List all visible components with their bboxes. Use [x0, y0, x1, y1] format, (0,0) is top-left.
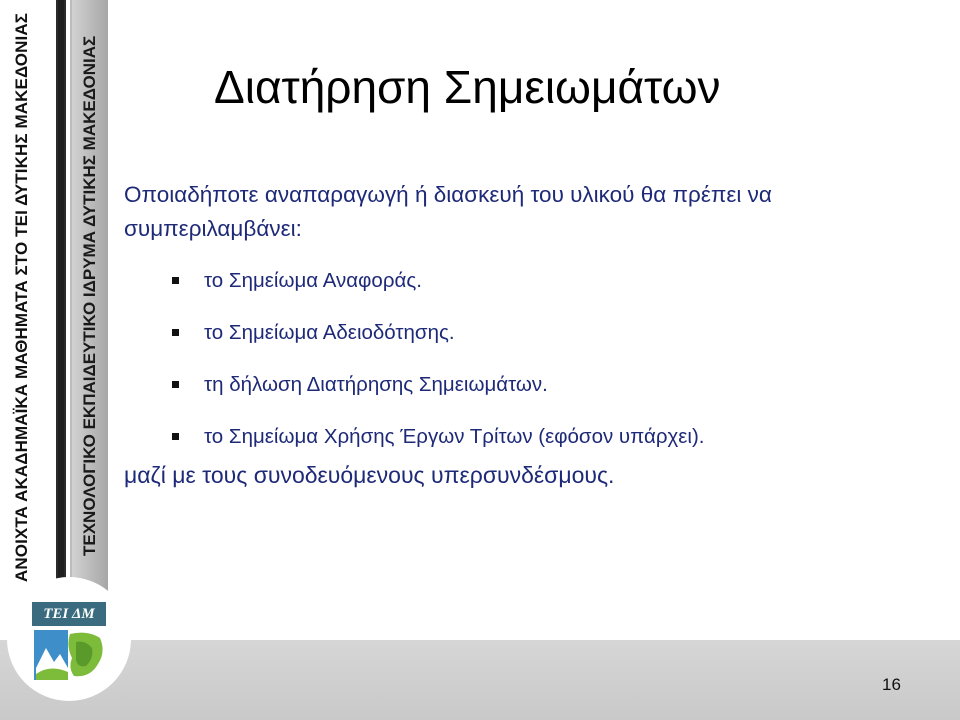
list-item-text: τη δήλωση Διατήρησης Σημειωμάτων.: [204, 373, 548, 396]
vertical-institute-name: ΤΕΧΝΟΛΟΓΙΚΟ ΕΚΠΑΙΔΕΥΤΙΚΟ ΙΔΡΥΜΑ ΔΥΤΙΚΗΣ ΜΑΚΕΔΟΝΙΑΣ: [80, 35, 99, 556]
page-number: 16: [882, 675, 901, 694]
square-bullet-icon: [172, 381, 179, 388]
tei-logo: [32, 602, 106, 682]
outro-paragraph: μαζί με τους συνοδευόμενους υπερσυνδέσμους.: [124, 462, 615, 488]
list-item-text: το Σημείωμα Αναφοράς.: [204, 269, 422, 292]
logo-text: TEI ΔΜ: [32, 602, 106, 626]
list-item-text: το Σημείωμα Χρήσης Έργων Τρίτων (εφόσον υπάρχει).: [204, 425, 705, 448]
list-item: [172, 370, 705, 422]
list-item-text: το Σημείωμα Αδειοδότησης.: [204, 321, 455, 344]
logo-emblem-icon: [32, 628, 106, 684]
square-bullet-icon: [172, 433, 179, 440]
list-item: [172, 318, 705, 370]
footer-bar: [0, 640, 960, 720]
vertical-institution-text: ΑΝΟΙΧΤΑ ΑΚΑΔΗΜΑΪΚΑ ΜΑΘΗΜΑΤΑ ΣΤΟ ΤΕΙ ΔΥΤΙΚΗΣ ΜΑΚΕΔΟΝΙΑΣ: [12, 12, 31, 582]
intro-paragraph: Οποιαδήποτε αναπαραγωγή ή διασκευή του υλικού θα πρέπει να συμπεριλαμβάνει:: [124, 182, 772, 241]
slide-title: Διατήρηση Σημειωμάτων: [214, 61, 721, 113]
list-item: [172, 266, 705, 318]
square-bullet-icon: [172, 329, 179, 336]
bullet-list: [172, 266, 705, 474]
square-bullet-icon: [172, 277, 179, 284]
dark-strip: [58, 0, 64, 640]
